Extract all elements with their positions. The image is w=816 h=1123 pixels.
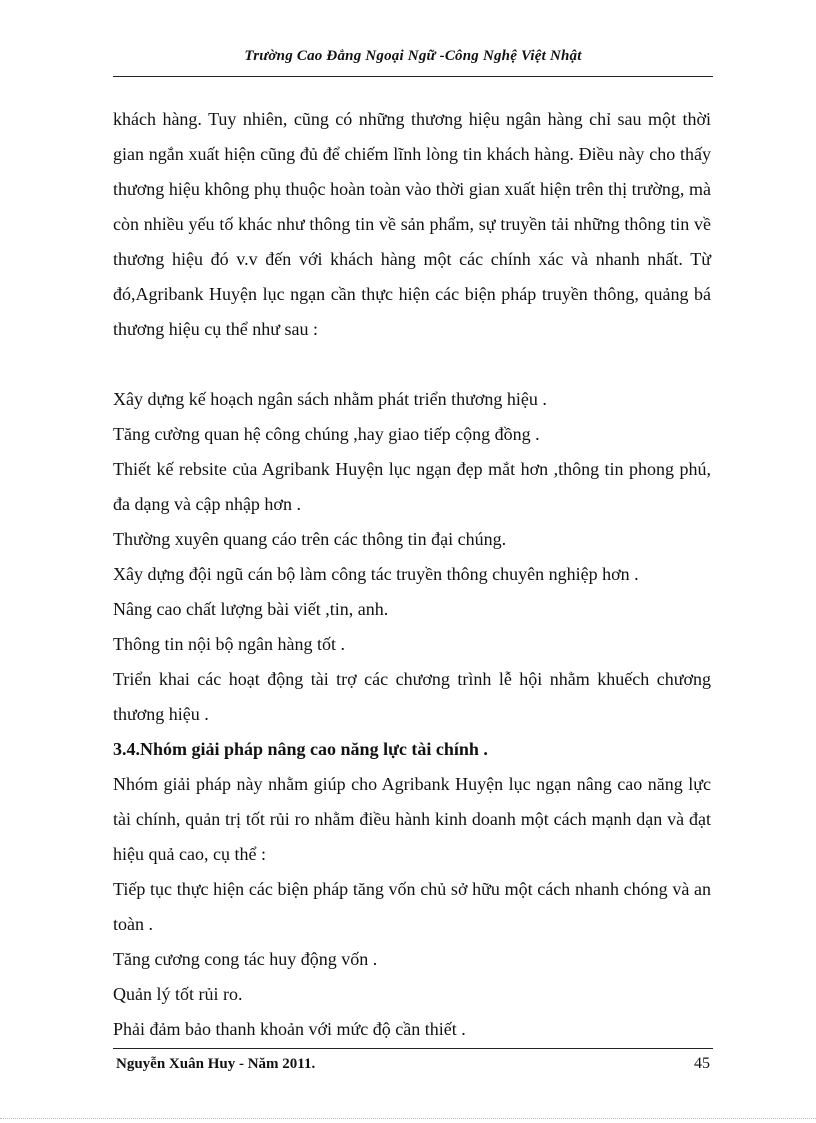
finance-measure-item: Quản lý tốt rủi ro. — [113, 984, 243, 1004]
intro-paragraph: khách hàng. Tuy nhiên, cũng có những thương hiệu ngân hàng chỉ sau một thời gian ngắn xuất hiện cũng đủ để chiếm lĩnh lòng tin khách hàng. Điều này cho thấy thương hiệu không phụ thuộc hoàn toàn vào thời gian xuất hiện trên thị trường, mà còn nhiều yếu tố khác như thông tin về sản phẩm, sự truyền tải những thông tin về thương hiệu đó v.v đến với khách hàng một các chính xác và nhanh nhất. Từ đó,Agribank Huyện lục ngạn cần thực hiện các biện pháp truyền thông, quảng bá thương hiệu cụ thể như sau : — [113, 109, 711, 339]
measure-item: Tăng cường quan hệ công chúng ,hay giao tiếp cộng đồng . — [113, 424, 540, 444]
paragraph-spacer — [113, 347, 711, 382]
page-edge-dotted-line — [0, 1118, 816, 1119]
finance-measure-item: Phải đảm bảo thanh khoản với mức độ cần thiết . — [113, 1019, 466, 1039]
page-header-title: Trường Cao Đẳng Ngoại Ngữ -Công Nghệ Việt Nhật — [244, 48, 582, 64]
measure-item: Nâng cao chất lượng bài viết ,tin, anh. — [113, 599, 389, 619]
measure-item: Triển khai các hoạt động tài trợ các chương trình lễ hội nhằm khuếch chương thương hiệu . — [113, 669, 711, 724]
measure-item: Thường xuyên quang cáo trên các thông tin đại chúng. — [113, 529, 507, 549]
measure-item: Xây dựng kế hoạch ngân sách nhằm phát triển thương hiệu . — [113, 389, 547, 409]
section-intro-paragraph: Nhóm giải pháp này nhằm giúp cho Agribank Huyện lục ngạn nâng cao năng lực tài chính, quản trị tốt rủi ro nhằm điều hành kinh doanh một cách mạnh dạn và đạt hiệu quả cao, cụ thể : — [113, 774, 711, 864]
finance-measure-item: Tăng cương cong tác huy động vốn . — [113, 949, 378, 969]
footer-author: Nguyễn Xuân Huy - Năm 2011. — [116, 1056, 316, 1072]
measure-item: Thiết kế rebsite của Agribank Huyện lục ngạn đẹp mắt hơn ,thông tin phong phú, đa dạng và cập nhập hơn . — [113, 459, 711, 514]
finance-measure-item: Tiếp tục thực hiện các biện pháp tăng vốn chủ sở hữu một cách nhanh chóng và an toàn . — [113, 879, 711, 934]
measure-item: Thông tin nội bộ ngân hàng tốt . — [113, 634, 345, 654]
page-number: 45 — [694, 1055, 710, 1072]
page-body — [113, 102, 711, 1047]
footer-divider — [113, 1048, 713, 1049]
section-heading: 3.4.Nhóm giải pháp nâng cao năng lực tài chính . — [113, 739, 488, 759]
measure-item: Xây dựng đội ngũ cán bộ làm công tác truyền thông chuyên nghiệp hơn . — [113, 564, 639, 584]
header-divider — [113, 76, 713, 77]
